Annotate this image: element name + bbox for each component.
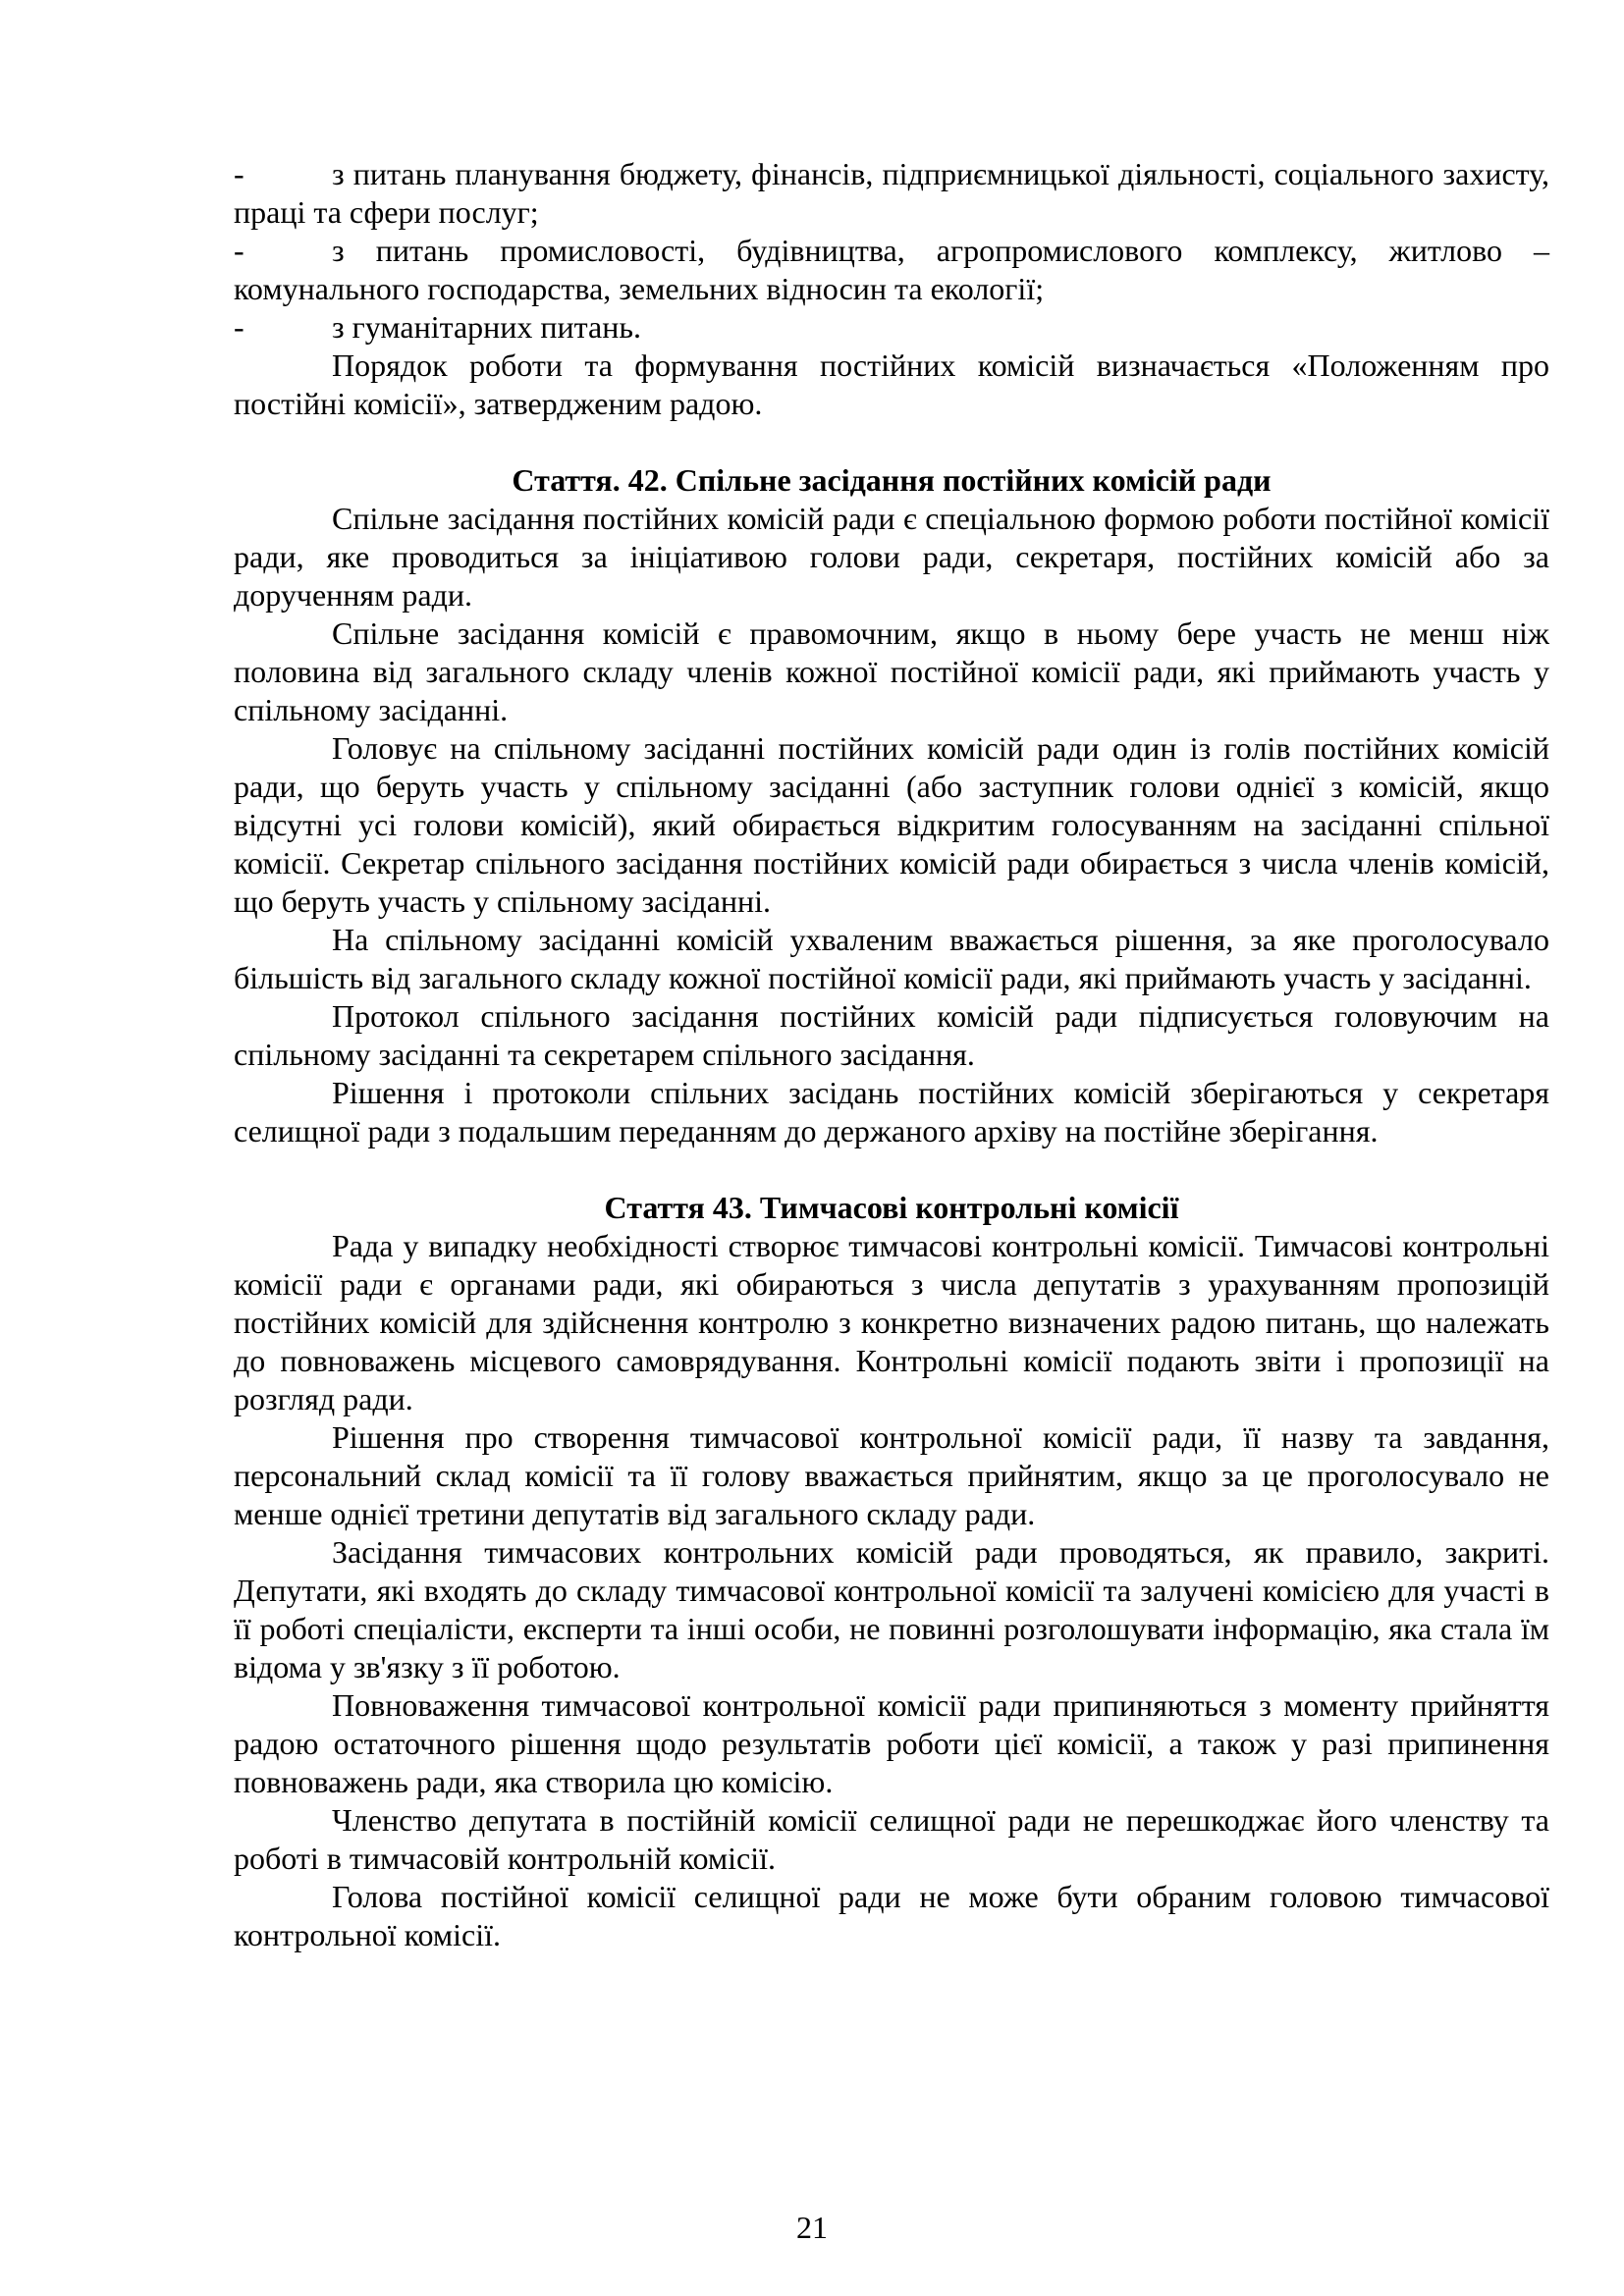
list-marker: -	[234, 233, 244, 268]
page-number: 21	[796, 2210, 828, 2245]
list-item-text: з питань промисловості, будівництва, агропромислового комплексу, житлово – комунального господарства, земельних відносин та екології;	[234, 233, 1549, 306]
commission-list	[234, 155, 1549, 347]
article-43-paragraph: Повноваження тимчасової контрольної комісії ради припиняються з моменту прийняття радою остаточного рішення щодо результатів роботи цієї комісії, а також у разі припинення повноважень ради, яка створила цю комісію.	[234, 1687, 1549, 1799]
article-42-paragraph: Протокол спільного засідання постійних комісій ради підписується головуючим на спільному засіданні та секретарем спільного засідання.	[234, 998, 1549, 1072]
intro-paragraph: Порядок роботи та формування постійних комісій визначається «Положенням про постійні комісії», затвердженим радою.	[234, 347, 1549, 421]
list-marker: -	[234, 156, 244, 191]
article-42-paragraph: Спільне засідання постійних комісій ради є спеціальною формою роботи постійної комісії ради, яке проводиться за ініціативою голови ради, секретаря, постійних комісій або за дорученням ради.	[234, 501, 1549, 613]
article-43-paragraph: Рада у випадку необхідності створює тимчасові контрольні комісії. Тимчасові контрольні комісії ради є органами ради, які обираються з числа депутатів з урахуванням пропозицій постійних комісій для здійснення контролю з конкретно визначених радою питань, що належать до повноважень місцевого самоврядування. Контрольні комісії подають звіти і пропозиції на розгляд ради.	[234, 1228, 1549, 1416]
article-42-paragraph: На спільному засіданні комісій ухваленим вважається рішення, за яке проголосувало більшість від загального складу кожної постійної комісії ради, які приймають участь у засіданні.	[234, 922, 1549, 995]
article-42-paragraph: Рішення і протоколи спільних засідань постійних комісій зберігаються у секретаря селищної ради з подальшим переданням до держаного архіву на постійне зберігання.	[234, 1075, 1549, 1148]
list-item-text: з гуманітарних питань.	[332, 309, 641, 345]
article-42	[234, 461, 1549, 1150]
list-item	[234, 232, 1549, 308]
article-42-heading: Стаття. 42. Спільне засідання постійних комісій ради	[512, 462, 1272, 498]
list-item	[234, 308, 1549, 347]
list-marker: -	[234, 309, 244, 345]
article-43-paragraph: Голова постійної комісії селищної ради не може бути обраним головою тимчасової контрольної комісії.	[234, 1879, 1549, 1952]
article-43	[234, 1189, 1549, 1954]
article-43-paragraph: Членство депутата в постійній комісії селищної ради не перешкоджає його членству та роботі в тимчасовій контрольній комісії.	[234, 1802, 1549, 1876]
article-43-heading: Стаття 43. Тимчасові контрольні комісії	[604, 1190, 1179, 1225]
list-item-text: з питань планування бюджету, фінансів, підприємницької діяльності, соціального захисту, праці та сфери послуг;	[234, 156, 1549, 230]
article-42-paragraph: Головує на спільному засіданні постійних комісій ради один із голів постійних комісій ради, що беруть участь у спільному засіданні (або заступник голови однієї з комісій, якщо відсутні усі голови комісій), який обирається відкритим голосуванням на засіданні спільної комісії. Секретар спільного засідання постійних комісій ради обирається з числа членів комісій, що беруть участь у спільному засіданні.	[234, 730, 1549, 919]
article-43-paragraph: Засідання тимчасових контрольних комісій ради проводяться, як правило, закриті. Депутати, які входять до складу тимчасової контрольної комісії та залучені комісією для участі в її роботі спеціалісти, експерти та інші особи, не повинні розголошувати інформацію, яка стала їм відома у зв'язку з її роботою.	[234, 1534, 1549, 1684]
list-item	[234, 155, 1549, 232]
article-43-paragraph: Рішення про створення тимчасової контрольної комісії ради, її назву та завдання, персональний склад комісії та її голову вважається прийнятим, якщо за це проголосувало не менше однієї третини депутатів від загального складу ради.	[234, 1419, 1549, 1531]
page-content	[234, 155, 1549, 1954]
article-42-paragraph: Спільне засідання комісій є правомочним, якщо в ньому бере участь не менш ніж половина від загального складу членів кожної постійної комісії ради, які приймають участь у спільному засіданні.	[234, 615, 1549, 727]
